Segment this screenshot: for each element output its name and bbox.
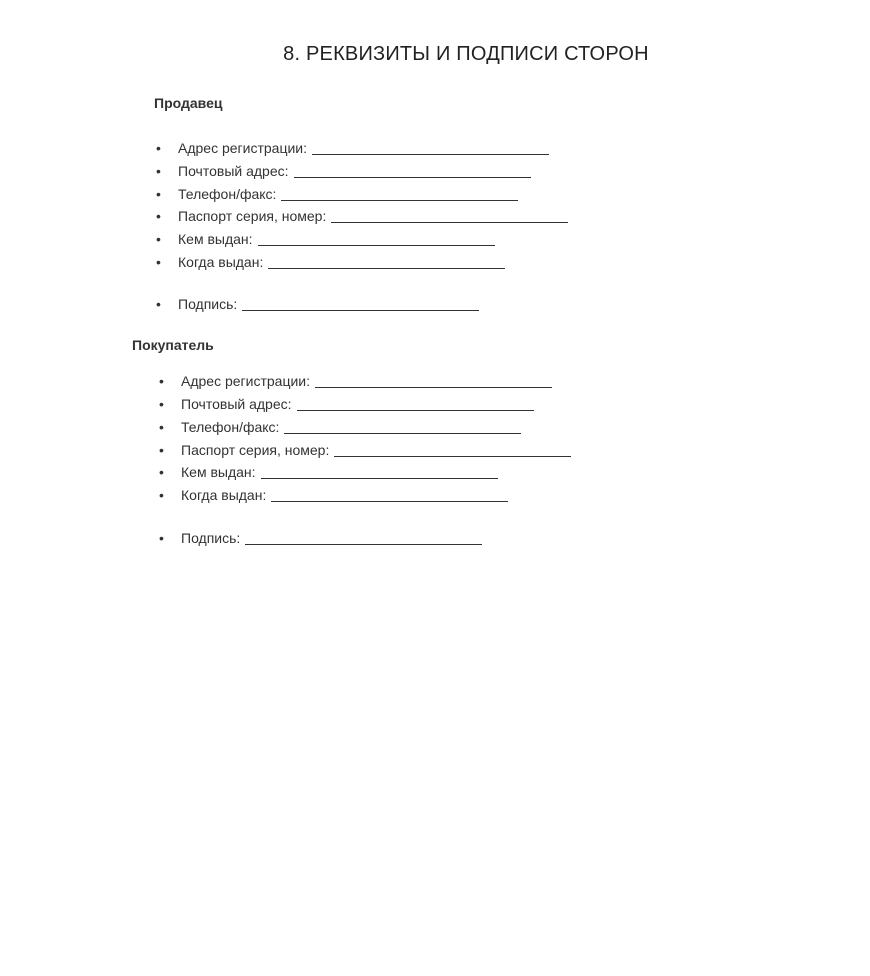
fill-in-blank-line[interactable]: [334, 441, 571, 457]
field-label: Телефон/факс:: [178, 186, 277, 202]
fill-in-blank-line[interactable]: [281, 185, 518, 201]
fill-in-blank-line[interactable]: [284, 418, 521, 434]
fill-in-blank-line[interactable]: [245, 529, 482, 545]
bullet-icon: •: [156, 231, 161, 247]
bullet-icon: •: [156, 140, 161, 156]
field-label: Подпись:: [178, 296, 238, 312]
field-label: Когда выдан:: [181, 487, 267, 503]
section-title: 8. РЕКВИЗИТЫ И ПОДПИСИ СТОРОН: [283, 43, 649, 65]
field-label: Телефон/факс:: [181, 419, 280, 435]
fill-in-blank-line[interactable]: [258, 230, 495, 246]
seller-heading: Продавец: [154, 95, 223, 111]
field-label: Почтовый адрес:: [181, 396, 292, 412]
field-label: Когда выдан:: [178, 254, 264, 270]
fill-in-blank-line[interactable]: [315, 372, 552, 388]
bullet-icon: •: [159, 396, 164, 412]
fill-in-blank-line[interactable]: [312, 139, 549, 155]
field-label: Паспорт серия, номер:: [181, 442, 330, 458]
field-label: Подпись:: [181, 530, 241, 546]
buyer-heading: Покупатель: [132, 337, 214, 353]
bullet-icon: •: [159, 530, 164, 546]
field-label: Адрес регистрации:: [178, 140, 308, 156]
bullet-icon: •: [159, 373, 164, 389]
field-label: Кем выдан:: [181, 464, 256, 480]
bullet-icon: •: [156, 163, 161, 179]
field-label: Кем выдан:: [178, 231, 253, 247]
bullet-icon: •: [156, 254, 161, 270]
bullet-icon: •: [159, 487, 164, 503]
fill-in-blank-line[interactable]: [297, 395, 534, 411]
field-label: Почтовый адрес:: [178, 163, 289, 179]
bullet-icon: •: [156, 208, 161, 224]
field-label: Адрес регистрации:: [181, 373, 311, 389]
bullet-icon: •: [156, 296, 161, 312]
fill-in-blank-line[interactable]: [331, 207, 568, 223]
bullet-icon: •: [159, 419, 164, 435]
fill-in-blank-line[interactable]: [271, 486, 508, 502]
field-label: Паспорт серия, номер:: [178, 208, 327, 224]
bullet-icon: •: [156, 186, 161, 202]
fill-in-blank-line[interactable]: [242, 295, 479, 311]
bullet-icon: •: [159, 464, 164, 480]
fill-in-blank-line[interactable]: [294, 162, 531, 178]
bullet-icon: •: [159, 442, 164, 458]
fill-in-blank-line[interactable]: [268, 253, 505, 269]
fill-in-blank-line[interactable]: [261, 463, 498, 479]
